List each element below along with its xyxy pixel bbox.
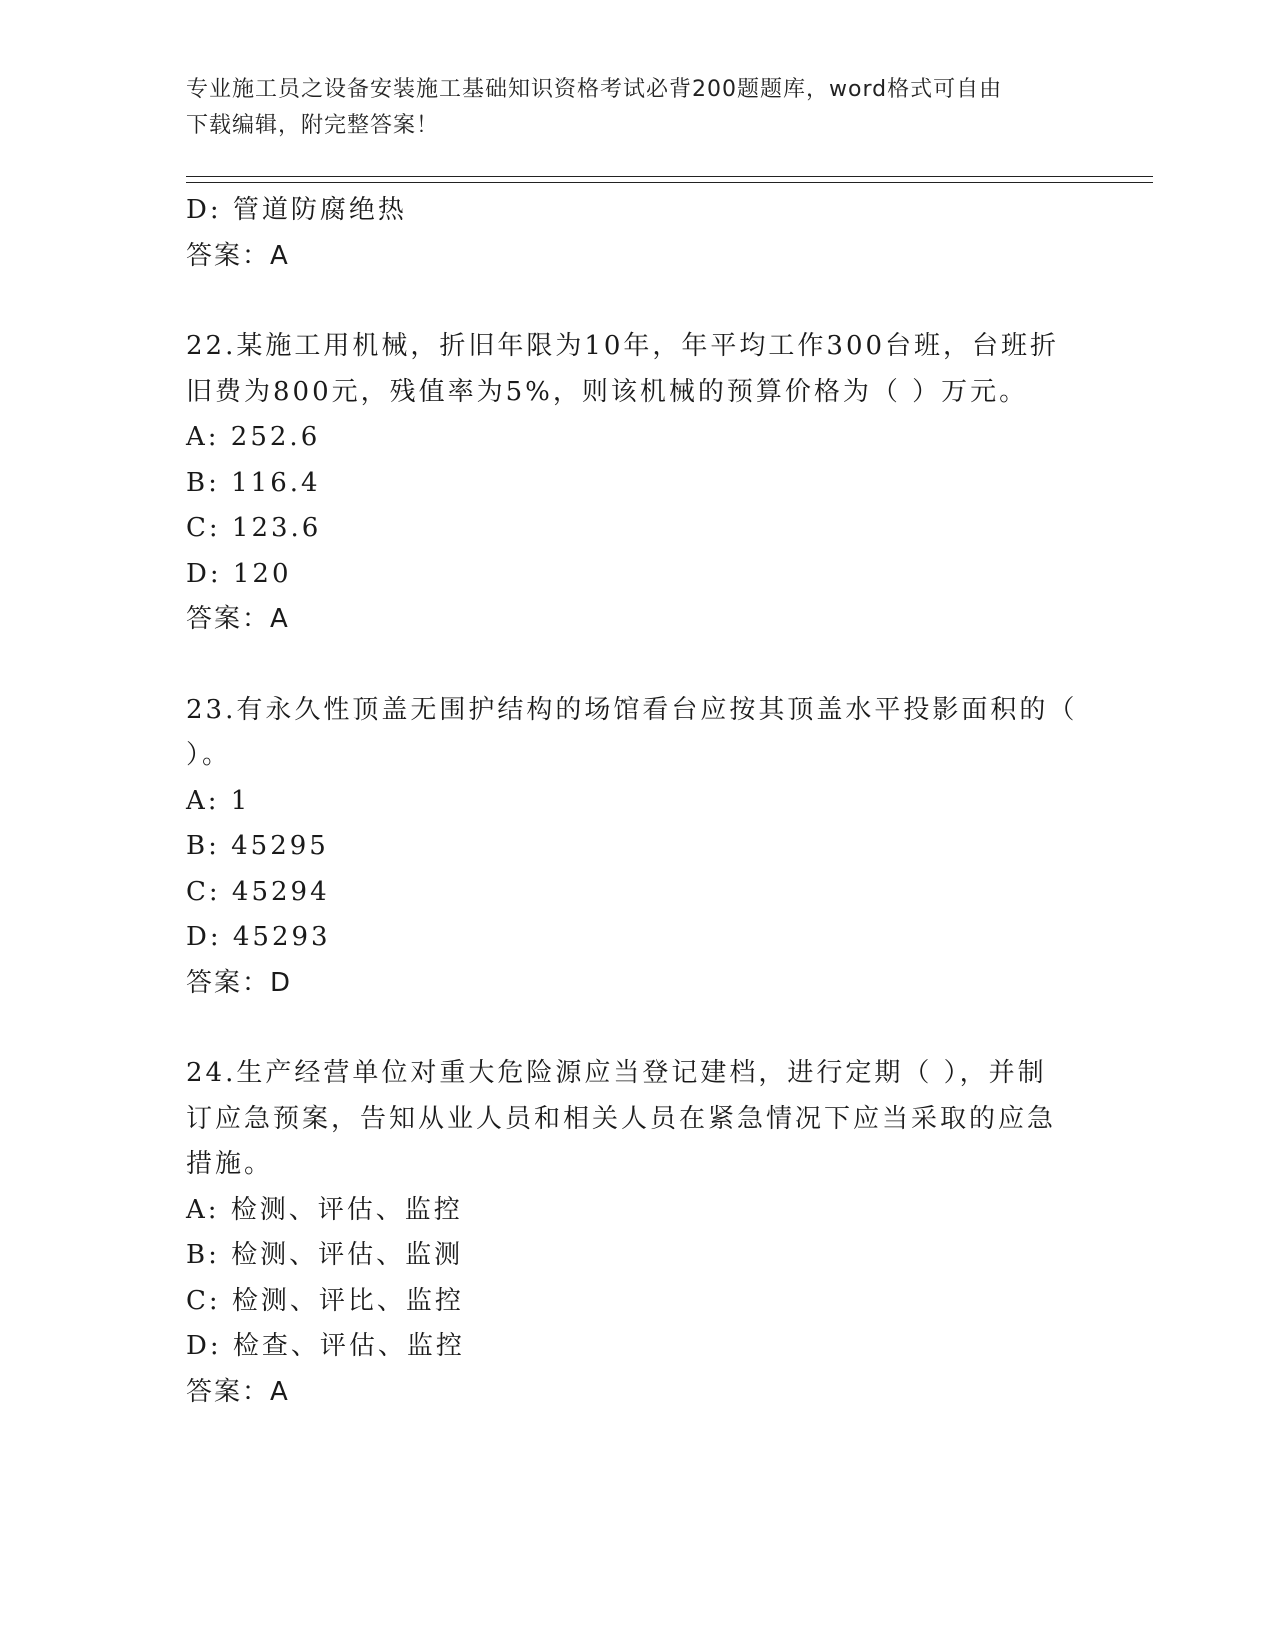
question-stem: 23.有永久性顶盖无围护结构的场馆看台应按其顶盖水平投影面积的（ <box>186 694 1078 725</box>
option-b: B: 检测、评估、监测 <box>186 1240 464 1270</box>
option-d: D: 管道防腐绝热 <box>186 195 407 225</box>
answer-line: 答案：D <box>186 967 293 998</box>
option-d: D: 45293 <box>186 922 331 952</box>
question-stem: 旧费为800元，残值率为5%，则该机械的预算价格为（ ）万元。 <box>186 376 1029 407</box>
option-c: C: 检测、评比、监控 <box>186 1285 464 1316</box>
spacer <box>186 1006 1066 1051</box>
option-c: C: 123.6 <box>186 513 322 543</box>
option-b: B: 116.4 <box>186 467 321 498</box>
answer-line: 答案：A <box>186 1376 290 1407</box>
question-24 <box>186 1051 1066 1415</box>
question-23 <box>186 688 1078 1007</box>
spacer <box>186 643 1066 688</box>
question-stem: 措施。 <box>186 1149 274 1179</box>
option-d: D: 检查、评估、监控 <box>186 1331 465 1361</box>
question-list <box>186 188 1078 1415</box>
question-stem: 24.生产经营单位对重大危险源应当登记建档，进行定期（ ），并制 <box>186 1058 1047 1088</box>
spacer <box>186 279 1066 324</box>
question-stem: 22.某施工用机械，折旧年限为10年，年平均工作300台班，台班折 <box>186 331 1060 361</box>
option-c: C: 45294 <box>186 876 330 907</box>
question-stem: 订应急预案，告知从业人员和相关人员在紧急情况下应当采取的应急 <box>186 1103 1057 1134</box>
header-divider-bottom <box>186 182 1153 183</box>
document-header <box>186 72 1066 144</box>
answer-line: 答案：A <box>186 240 290 271</box>
answer-line: 答案：A <box>186 604 290 634</box>
option-d: D: 120 <box>186 558 292 589</box>
question-21 <box>186 188 1066 279</box>
header-line-1: 专业施工员之设备安装施工基础知识资格考试必背200题题库，word格式可自由 <box>186 77 1003 102</box>
header-divider-top <box>186 176 1153 177</box>
option-a: A: 检测、评估、监控 <box>186 1194 463 1225</box>
question-stem: ）。 <box>186 740 232 770</box>
question-22 <box>186 324 1066 643</box>
option-a: A: 1 <box>186 785 251 816</box>
option-a: A: 252.6 <box>186 422 321 452</box>
option-b: B: 45295 <box>186 831 329 861</box>
header-line-2: 下载编辑，附完整答案！ <box>186 113 440 138</box>
